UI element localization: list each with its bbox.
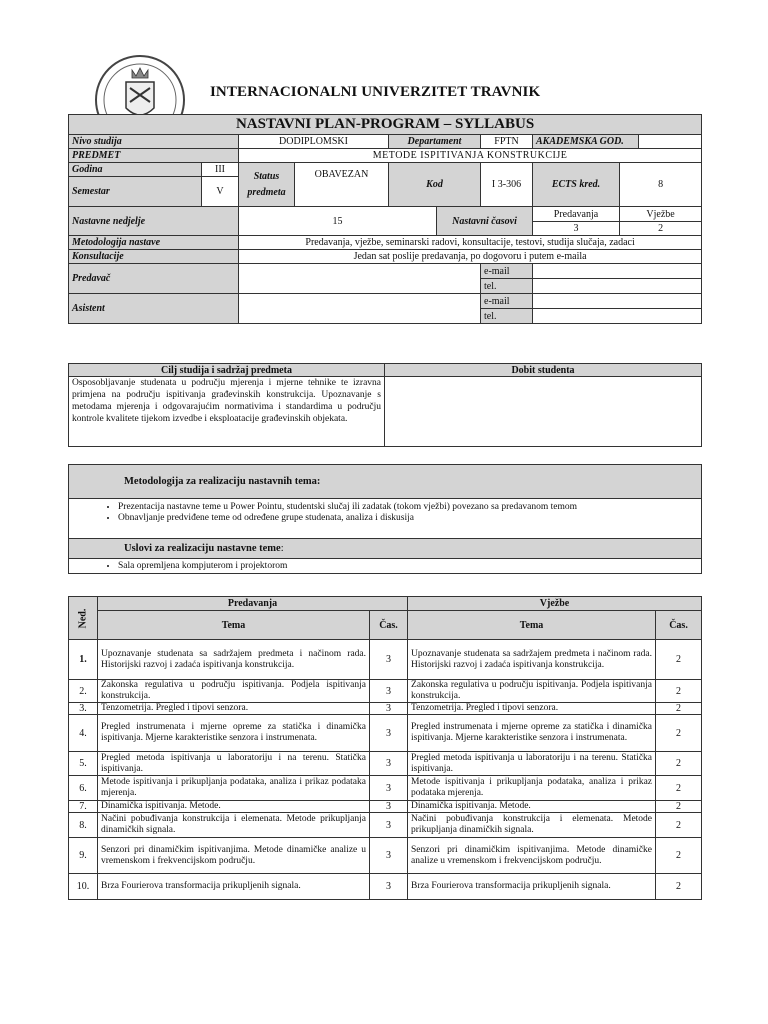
nedjelje-label: Nastavne nedjelje xyxy=(69,207,239,236)
asistent-label: Asistent xyxy=(69,294,239,324)
vjezbe-topic: Dinamička ispitivanja. Metode. xyxy=(408,801,656,813)
vjezbe-topic: Načini pobuđivanja konstrukcija i elemenata. Metode prikupljanja dinamičkih signala. xyxy=(408,813,656,838)
predavanja-hours: 3 xyxy=(370,813,408,838)
dobit-header: Dobit studenta xyxy=(385,364,702,377)
week-number: 1. xyxy=(69,640,98,680)
nivo-value: DODIPLOMSKI xyxy=(239,135,389,149)
status-value: OBAVEZAN xyxy=(295,163,389,207)
schedule-row xyxy=(69,715,702,752)
syllabus-title: NASTAVNI PLAN-PROGRAM – SYLLABUS xyxy=(69,115,702,135)
asistent-value xyxy=(239,294,481,324)
predavanja-hours: 3 xyxy=(370,703,408,715)
week-number: 9. xyxy=(69,838,98,874)
schedule-row xyxy=(69,680,702,703)
cilj-header: Cilj studija i sadržaj predmeta xyxy=(69,364,385,377)
methodology-list xyxy=(72,502,698,524)
status-label: Status predmeta xyxy=(239,163,295,207)
predavanja-hours: 3 xyxy=(370,752,408,776)
semestar-value: V xyxy=(202,177,239,207)
vjezbe-cas-header: Čas. xyxy=(656,611,702,640)
ects-value: 8 xyxy=(620,163,702,207)
vjezbe-topic: Tenzometrija. Pregled i tipovi senzora. xyxy=(408,703,656,715)
goals-table xyxy=(68,363,702,447)
vjezbe-hours: 2 xyxy=(656,801,702,813)
vjezbe-hours: 2 xyxy=(656,703,702,715)
week-number: 4. xyxy=(69,715,98,752)
ects-label: ECTS kred. xyxy=(533,163,620,207)
uslovi-item: • Sala opremljena kompjuterom i projektorom xyxy=(118,561,698,572)
predmet-value: METODE ISPITIVANJA KONSTRUKCIJE xyxy=(239,149,702,163)
kod-value: I 3-306 xyxy=(481,163,533,207)
vjezbe-hours: 2 xyxy=(656,640,702,680)
vjezbe-topic: Senzori pri dinamičkim ispitivanjima. Metode dinamičke analize u vremenskom i frekvencijskom području. xyxy=(408,838,656,874)
week-number: 10. xyxy=(69,874,98,900)
week-number: 6. xyxy=(69,776,98,801)
schedule-row xyxy=(69,703,702,715)
schedule-row xyxy=(69,813,702,838)
week-number: 5. xyxy=(69,752,98,776)
godina-label: Godina xyxy=(69,163,202,177)
konsultacije-label: Konsultacije xyxy=(69,250,239,264)
vjezbe-topic: Brza Fourierova transformacija prikupljenih signala. xyxy=(408,874,656,900)
uslovi-colon: : xyxy=(280,543,284,554)
uslovi-list xyxy=(72,561,698,572)
week-number: 3. xyxy=(69,703,98,715)
dobit-text xyxy=(385,377,702,447)
asistent-tel-value xyxy=(533,309,702,324)
predavanja-hours: 3 xyxy=(370,801,408,813)
predavanja-topic: Dinamička ispitivanja. Metode. xyxy=(98,801,370,813)
predavanja-value: 3 xyxy=(533,222,620,236)
vjezbe-hours: 2 xyxy=(656,752,702,776)
konsultacije-value: Jedan sat poslije predavanja, po dogovoru i putem e-maila xyxy=(239,250,702,264)
schedule-table xyxy=(68,596,702,900)
predavanja-hours: 3 xyxy=(370,680,408,703)
methodology-item: • Obnavljanje predviđene teme od određene grupe studenata, analiza i diskusija xyxy=(118,513,698,524)
predavanja-topic: Brza Fourierova transformacija prikupljenih signala. xyxy=(98,874,370,900)
casovi-label: Nastavni časovi xyxy=(437,207,533,236)
schedule-row xyxy=(69,776,702,801)
metodologija-value: Predavanja, vježbe, seminarski radovi, konsultacije, testovi, studija slučaja, zadaci xyxy=(239,236,702,250)
week-number: 2. xyxy=(69,680,98,703)
metodologija-label: Metodologija nastave xyxy=(69,236,239,250)
week-number: 7. xyxy=(69,801,98,813)
predavanja-header: Predavanja xyxy=(533,207,620,222)
predavac-tel-label: tel. xyxy=(481,279,533,294)
vjezbe-group-header: Vježbe xyxy=(408,597,702,611)
nivo-label: Nivo studija xyxy=(69,135,239,149)
predavac-email-label: e-mail xyxy=(481,264,533,279)
predavanja-topic: Metode ispitivanja i prikupljanja podataka, analiza i prikaz podataka mjerenja. xyxy=(98,776,370,801)
methodology-table xyxy=(68,464,702,574)
vjezbe-header: Vježbe xyxy=(620,207,702,222)
predavanja-hours: 3 xyxy=(370,838,408,874)
uslovi-row xyxy=(69,539,702,559)
vjezbe-tema-header: Tema xyxy=(408,611,656,640)
vjezbe-topic: Pregled metoda ispitivanja u laboratoriju i na terenu. Statička ispitivanja. xyxy=(408,752,656,776)
predmet-label: PREDMET xyxy=(69,149,239,163)
cilj-text: Osposobljavanje studenata u području mjerenja i mjerne tehnike te izravna primjena na području ispitivanja građevinskih konstrukcija. Upoznavanje s metodama mjerenja i odgovarajućim normativima i standardima u području kontrole kvalitete tijekom izvedbe i eksploatacije građevinskih objekata. xyxy=(69,377,385,447)
kod-label: Kod xyxy=(389,163,481,207)
predavanja-hours: 3 xyxy=(370,715,408,752)
nedjelje-value: 15 xyxy=(239,207,437,236)
departament-label: Departament xyxy=(389,135,481,149)
predavanja-hours: 3 xyxy=(370,640,408,680)
godina-value: III xyxy=(202,163,239,177)
predavanja-cas-header: Čas. xyxy=(370,611,408,640)
predavanja-topic: Zakonska regulativa u području ispitivanja. Podjela ispitivanja konstrukcija. xyxy=(98,680,370,703)
vjezbe-hours: 2 xyxy=(656,813,702,838)
vjezbe-topic: Zakonska regulativa u području ispitivanja. Podjela ispitivanja konstrukcija. xyxy=(408,680,656,703)
week-number: 8. xyxy=(69,813,98,838)
predavanja-topic: Upoznavanje studenata sa sadržajem predmeta i načinom rada. Historijski razvoj i zadaća ispitivanja konstrukcija. xyxy=(98,640,370,680)
vjezbe-topic: Metode ispitivanja i prikupljanja podataka, analiza i prikaz podataka mjerenja. xyxy=(408,776,656,801)
predavac-email-value xyxy=(533,264,702,279)
predavanja-hours: 3 xyxy=(370,874,408,900)
predavac-value xyxy=(239,264,481,294)
predavanja-topic: Pregled instrumenata i mjerne opreme za statička i dinamička ispitivanja. Mjerne karakteristike senzora i instrumenata. xyxy=(98,715,370,752)
methodology-header: Metodologija za realizaciju nastavnih tema: xyxy=(69,465,702,499)
syllabus-info-table xyxy=(68,114,702,324)
university-name: INTERNACIONALNI UNIVERZITET TRAVNIK xyxy=(210,84,541,100)
predavac-tel-value xyxy=(533,279,702,294)
schedule-row xyxy=(69,640,702,680)
predavac-label: Predavač xyxy=(69,264,239,294)
schedule-row xyxy=(69,752,702,776)
schedule-row xyxy=(69,874,702,900)
predavanja-topic: Tenzometrija. Pregled i tipovi senzora. xyxy=(98,703,370,715)
predavanja-tema-header: Tema xyxy=(98,611,370,640)
vjezbe-hours: 2 xyxy=(656,680,702,703)
predavanja-hours: 3 xyxy=(370,776,408,801)
predavanja-topic: Senzori pri dinamičkim ispitivanjima. Metode dinamičke analize u vremenskom i frekvencijskom području. xyxy=(98,838,370,874)
asistent-email-label: e-mail xyxy=(481,294,533,309)
vjezbe-hours: 2 xyxy=(656,776,702,801)
asistent-email-value xyxy=(533,294,702,309)
ned-header-cell xyxy=(69,597,98,640)
ned-header: Ned. xyxy=(77,608,89,628)
vjezbe-value: 2 xyxy=(620,222,702,236)
vjezbe-hours: 2 xyxy=(656,874,702,900)
predavanja-topic: Pregled metoda ispitivanja u laboratoriju i na terenu. Statička ispitivanja. xyxy=(98,752,370,776)
vjezbe-hours: 2 xyxy=(656,715,702,752)
vjezbe-hours: 2 xyxy=(656,838,702,874)
semestar-label: Semestar xyxy=(69,177,202,207)
departament-value: FPTN xyxy=(481,135,533,149)
uslovi-header: Uslovi za realizaciju nastavne teme xyxy=(124,543,281,554)
methodology-item: • Prezentacija nastavne teme u Power Pointu, studentski slučaj ili zadatak (tokom vježbi) povezano sa predavanom temom xyxy=(118,502,698,513)
asistent-tel-label: tel. xyxy=(481,309,533,324)
akademska-label: AKADEMSKA GOD. xyxy=(533,135,639,149)
predavanja-topic: Načini pobuđivanja konstrukcija i elemenata. Metode prikupljanja dinamičkih signala. xyxy=(98,813,370,838)
vjezbe-topic: Upoznavanje studenata sa sadržajem predmeta i načinom rada. Historijski razvoj i zadaća ispitivanja konstrukcija. xyxy=(408,640,656,680)
predavanja-group-header: Predavanja xyxy=(98,597,408,611)
schedule-row xyxy=(69,838,702,874)
schedule-row xyxy=(69,801,702,813)
vjezbe-topic: Pregled instrumenata i mjerne opreme za statička i dinamička ispitivanja. Mjerne karakteristike senzora i instrumenata. xyxy=(408,715,656,752)
akademska-value xyxy=(639,135,702,149)
